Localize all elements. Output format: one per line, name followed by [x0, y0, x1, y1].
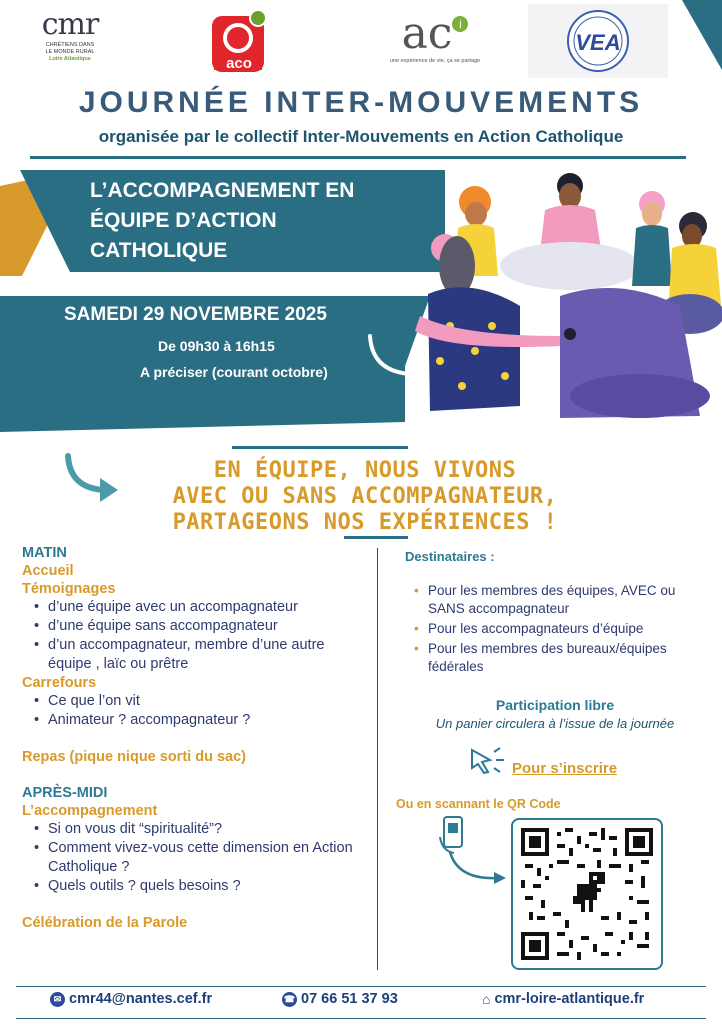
- slogan: [120, 458, 610, 536]
- footer-phone[interactable]: [282, 991, 398, 1007]
- event-hours: De 09h30 à 16h15: [158, 338, 275, 354]
- qr-code-label: Ou en scannant le QR Code: [396, 797, 561, 811]
- temoignages-heading: Témoignages: [22, 581, 116, 597]
- slogan-rule-top: [232, 446, 408, 449]
- recipients-list: [414, 582, 704, 678]
- recipients-heading: Destinataires :: [405, 549, 495, 564]
- carrefours-list: [22, 692, 367, 730]
- slogan-rule-bottom: [344, 536, 408, 539]
- cmr-logo-mark: cmr: [41, 7, 99, 42]
- afternoon-list: [22, 820, 367, 896]
- programme: [22, 544, 367, 932]
- theme-line-1: L’ACCOMPAGNEMENT EN: [90, 179, 355, 202]
- footer-email[interactable]: [50, 991, 212, 1007]
- cmr-logo: [30, 8, 110, 78]
- phone-text[interactable]: 07 66 51 37 93: [301, 991, 398, 1007]
- temoignages-list: [22, 598, 367, 674]
- footer-rule-bottom: [16, 1018, 706, 1019]
- morning-heading: MATIN: [22, 545, 67, 561]
- qr-code-image: [521, 828, 653, 960]
- page-subtitle: organisée par le collectif Inter-Mouvements en Action Catholique: [98, 127, 624, 146]
- accompagnement-heading: L’accompagnement: [22, 803, 158, 819]
- aci-logo-mark: [370, 10, 500, 58]
- phone-icon: ☎: [282, 992, 297, 1007]
- participation-note: Un panier circulera à l’issue de la journée: [435, 716, 675, 731]
- list-item: • Pour les membres des équipes, AVEC ou SANS accompagnateur: [414, 582, 704, 618]
- list-item: • d’un accompagnateur, membre d’une autre équipe , laïc ou prêtre: [34, 636, 367, 674]
- cmr-logo-line1: CHRÉTIENS DANS: [45, 42, 95, 48]
- event-date: SAMEDI 29 NOVEMBRE 2025: [64, 304, 327, 325]
- theme-line-2: ÉQUIPE D’ACTION: [90, 209, 277, 232]
- list-item: • Ce que l’on vit: [34, 692, 367, 711]
- aco-logo-text: aco: [226, 55, 252, 72]
- theme-banner: [90, 176, 430, 266]
- signup-link[interactable]: Pour s’inscrire: [512, 760, 618, 777]
- participation-title: Participation libre: [495, 697, 615, 713]
- list-item: • d’une équipe avec un accompagnateur: [34, 598, 367, 617]
- aci-tagline: une expérience de vie, ça se partage: [389, 58, 481, 64]
- list-item: • Pour les accompagnateurs d’équipe: [414, 620, 704, 638]
- list-item: • Quels outils ? quels besoins ?: [34, 877, 367, 896]
- footer-website[interactable]: [482, 991, 644, 1007]
- home-icon: ⌂: [482, 991, 491, 1007]
- list-item: • Animateur ? accompagnateur ?: [34, 711, 367, 730]
- slogan-line-1: EN ÉQUIPE, NOUS VIVONS: [213, 458, 517, 483]
- aci-logo-letters: ac: [401, 8, 453, 59]
- curved-arrow-icon: [60, 452, 124, 502]
- info-dot-icon: i: [452, 16, 468, 32]
- vea-logo: [528, 4, 668, 78]
- list-item: • d’une équipe sans accompagnateur: [34, 617, 367, 636]
- vea-logo-panel: [528, 4, 668, 78]
- aco-logo: [208, 8, 270, 74]
- footer-rule-top: [16, 986, 706, 987]
- slogan-line-2: AVEC OU SANS ACCOMPAGNATEUR,: [172, 484, 558, 509]
- cmr-logo-line2: LE MONDE RURAL: [45, 49, 95, 55]
- afternoon-heading: APRÈS-MIDI: [22, 785, 108, 801]
- carrefours-heading: Carrefours: [22, 675, 97, 691]
- click-cursor-icon: [468, 746, 508, 774]
- accueil-heading: Accueil: [22, 563, 74, 579]
- slogan-line-3: PARTAGEONS NOS EXPÉRIENCES !: [172, 510, 558, 535]
- qr-arrow-icon: [446, 848, 508, 890]
- column-divider: [377, 548, 378, 970]
- theme-line-3: CATHOLIQUE: [90, 239, 228, 262]
- list-item: • Si on vous dit “spiritualité”?: [34, 820, 367, 839]
- aci-logo: [370, 10, 500, 74]
- vea-logo-text: VEA: [575, 30, 621, 55]
- cmr-logo-line3: Loire Atlantique: [49, 56, 91, 62]
- list-item: • Pour les membres des bureaux/équipes fédérales: [414, 640, 704, 676]
- page-title: JOURNÉE INTER-MOUVEMENTS: [78, 86, 644, 119]
- celebration-heading: Célébration de la Parole: [22, 915, 188, 931]
- title-divider: [30, 156, 686, 159]
- qr-code[interactable]: [511, 818, 663, 970]
- repas-heading: Repas (pique nique sorti du sac): [22, 749, 246, 765]
- email-icon: ✉: [50, 992, 65, 1007]
- website-link[interactable]: cmr-loire-atlantique.fr: [494, 991, 645, 1007]
- corner-decoration: [682, 0, 722, 70]
- email-text[interactable]: cmr44@nantes.cef.fr: [69, 991, 213, 1007]
- event-location-note: A préciser (courant octobre): [140, 364, 328, 380]
- people-circle-illustration: [415, 173, 722, 418]
- list-item: • Comment vivez-vous cette dimension en Action Catholique ?: [34, 839, 367, 877]
